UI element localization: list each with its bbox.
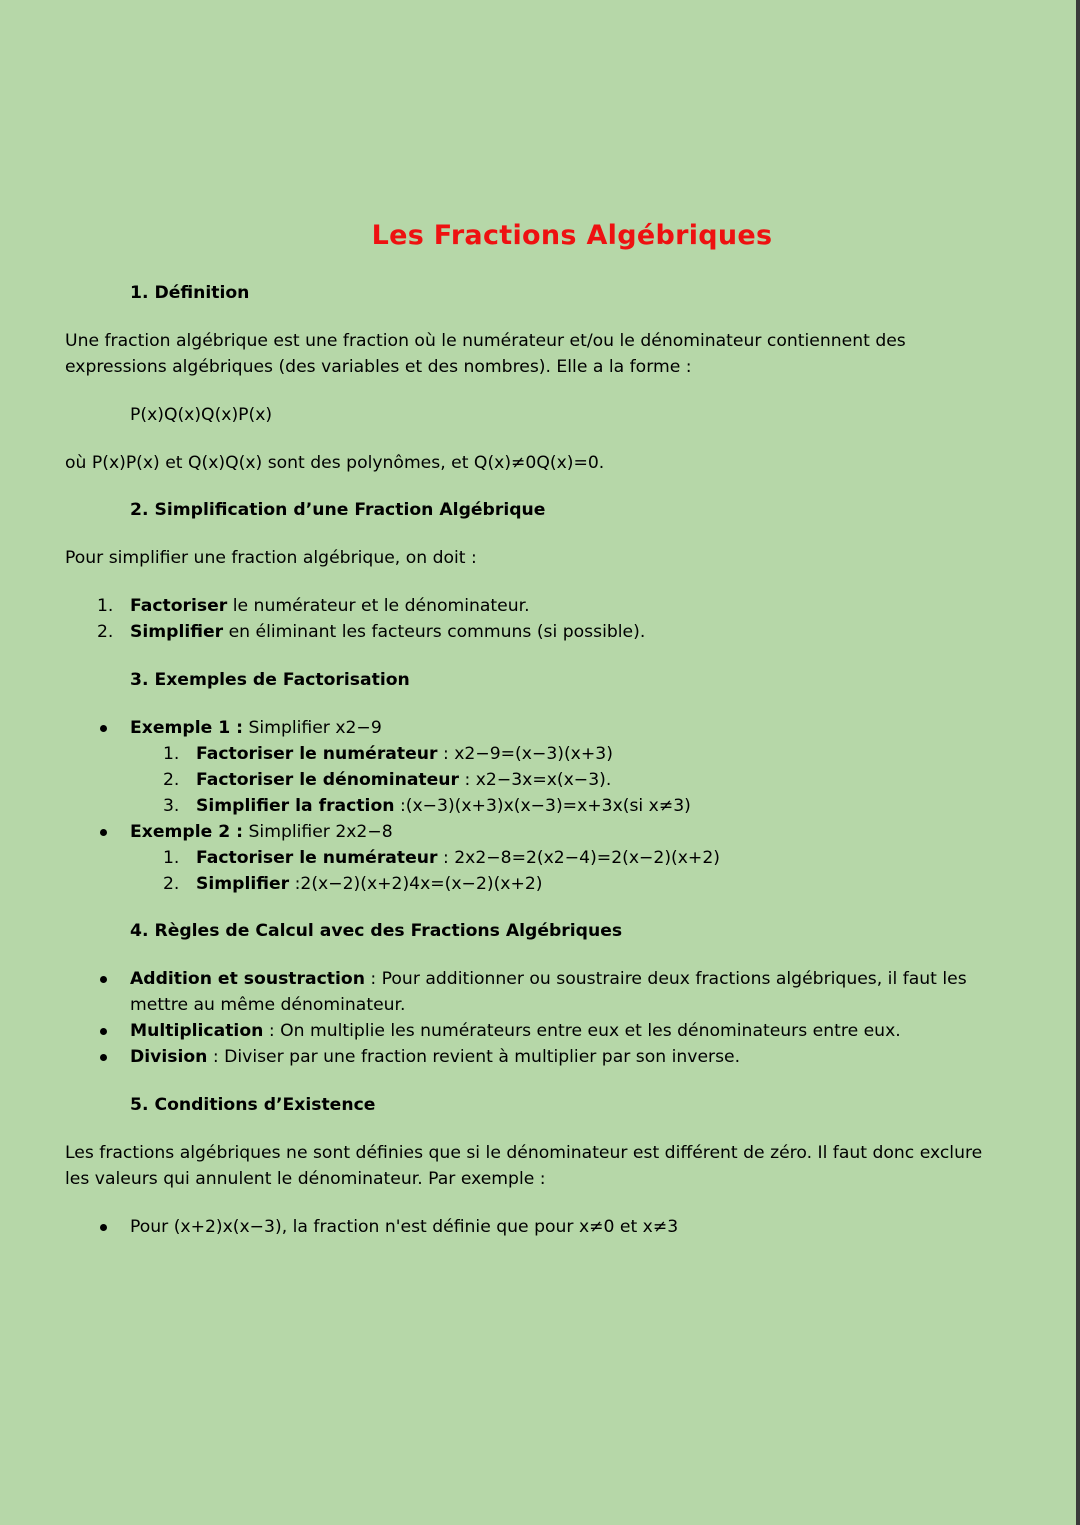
example-1-step: Factoriser le numérateur : x2−9=(x−3)(x+3) — [196, 744, 613, 764]
page-title: Les Fractions Algébriques — [371, 220, 773, 251]
example-1-step: Factoriser le dénominateur : x2−3x=x(x−3). — [196, 770, 612, 790]
example-1-title: Exemple 1 : Simplifier x2−9 — [130, 718, 382, 738]
definition-paragraph-line-1: Une fraction algébrique est une fraction où le numérateur et/ou le dénominateur contiennent des — [65, 331, 906, 351]
definition-formula: P(x)Q(x)Q(x)P(x) — [130, 405, 273, 425]
example-1-step: Simplifier la fraction :(x−3)(x+3)x(x−3)=x+3x(si x≠3) — [196, 796, 691, 816]
step-number: 1. — [163, 744, 180, 764]
section-heading-conditions: 5. Conditions d’Existence — [130, 1095, 376, 1115]
step-number: 3. — [163, 796, 180, 816]
page-border — [1076, 0, 1080, 1525]
bullet-icon — [100, 976, 107, 983]
section-heading-definition: 1. Définition — [130, 283, 250, 303]
section-heading-rules: 4. Règles de Calcul avec des Fractions Algébriques — [130, 921, 623, 941]
step-number: 2. — [163, 770, 180, 790]
step-number: 1. — [163, 848, 180, 868]
rule-item: Addition et soustraction : Pour additionner ou soustraire deux fractions algébriques, il faut les — [130, 969, 967, 989]
bullet-icon — [100, 1028, 107, 1035]
simplification-intro: Pour simplifier une fraction algébrique, on doit : — [65, 548, 477, 568]
conditions-paragraph-line-2: les valeurs qui annulent le dénominateur. Par exemple : — [65, 1169, 546, 1189]
conditions-example: Pour (x+2)x(x−3), la fraction n'est définie que pour x≠0 et x≠3 — [130, 1217, 679, 1237]
example-2-step: Simplifier :2(x−2)(x+2)4x=(x−2)(x+2) — [196, 874, 543, 894]
simplification-step: Factoriser le numérateur et le dénominateur. — [130, 596, 530, 616]
rule-item: Division : Diviser par une fraction revient à multiplier par son inverse. — [130, 1047, 741, 1067]
bullet-icon — [100, 725, 107, 732]
example-2-title: Exemple 2 : Simplifier 2x2−8 — [130, 822, 393, 842]
example-2-step: Factoriser le numérateur : 2x2−8=2(x2−4)=2(x−2)(x+2) — [196, 848, 720, 868]
section-heading-simplification: 2. Simplification d’une Fraction Algébrique — [130, 500, 546, 520]
bullet-icon — [100, 829, 107, 836]
bullet-icon — [100, 1224, 107, 1231]
rule-item: Multiplication : On multiplie les numérateurs entre eux et les dénominateurs entre eux. — [130, 1021, 901, 1041]
section-heading-examples: 3. Exemples de Factorisation — [130, 670, 410, 690]
step-number: 1. — [97, 596, 114, 616]
rule-item-continuation: mettre au même dénominateur. — [130, 995, 406, 1015]
step-number: 2. — [163, 874, 180, 894]
bullet-icon — [100, 1054, 107, 1061]
step-number: 2. — [97, 622, 114, 642]
definition-note: où P(x)P(x) et Q(x)Q(x) sont des polynômes, et Q(x)≠0Q(x)=0. — [65, 453, 605, 473]
simplification-step: Simplifier en éliminant les facteurs communs (si possible). — [130, 622, 646, 642]
definition-paragraph-line-2: expressions algébriques (des variables et des nombres). Elle a la forme : — [65, 357, 692, 377]
conditions-paragraph-line-1: Les fractions algébriques ne sont définies que si le dénominateur est différent de zéro. Il faut donc exclure — [65, 1143, 983, 1163]
